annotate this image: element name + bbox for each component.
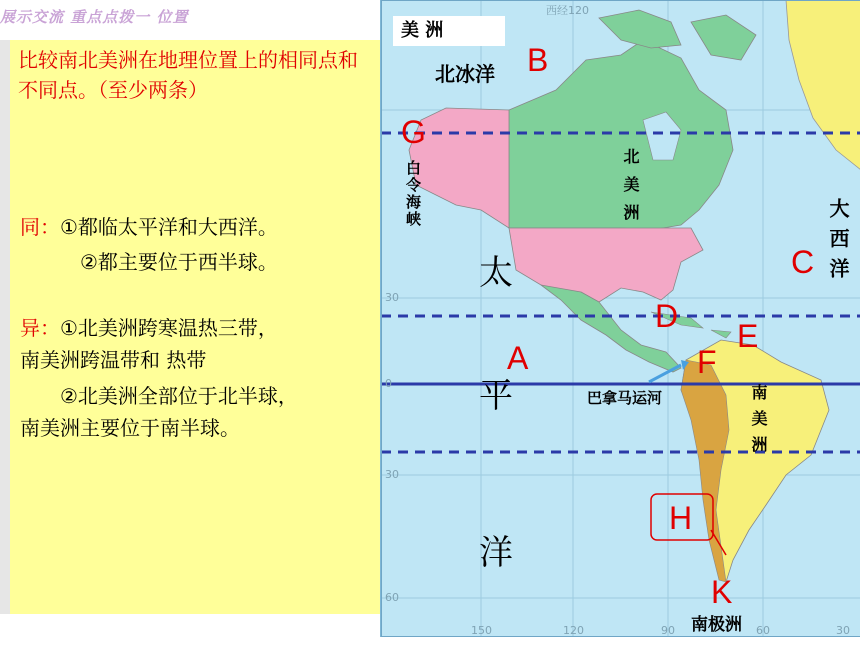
- marker-b: B: [527, 42, 549, 78]
- lon-tick-90: 90: [661, 624, 675, 637]
- marker-a: A: [507, 340, 529, 376]
- map-svg: [381, 0, 860, 637]
- lon-tick-120: 120: [563, 624, 584, 637]
- diff-point-2b: 南美洲主要位于南半球。: [20, 416, 240, 440]
- pacific-ocean-label-2: 平: [479, 376, 513, 416]
- lat-tick-30n: 30: [385, 291, 399, 304]
- top-longitude-label: 西经120: [546, 4, 589, 17]
- pacific-ocean-label-3: 洋: [479, 533, 513, 573]
- map-title: 美 洲: [393, 16, 505, 46]
- lon-tick-30: 30: [836, 624, 850, 637]
- marker-h: H: [669, 500, 693, 536]
- same-point-2: ②都主要位于西半球。: [80, 250, 278, 274]
- atlantic-ocean-label: 大西洋: [826, 198, 850, 288]
- marker-d: D: [655, 298, 679, 334]
- lon-tick-60: 60: [756, 624, 770, 637]
- pacific-ocean-label-1: 太: [479, 253, 513, 293]
- greenland-shape: [786, 0, 860, 170]
- lat-tick-60s: 60: [385, 591, 399, 604]
- lon-tick-150: 150: [471, 624, 492, 637]
- bering-strait-label: 白令海峡: [404, 160, 422, 228]
- diff-point-1b: 南美洲跨温带和 热带: [20, 348, 207, 372]
- marker-e: E: [737, 318, 759, 354]
- slide-title: 展示交流 重点点拨一 位置: [0, 8, 189, 26]
- diff-point-2: ②北美洲全部位于北半球，: [60, 384, 298, 408]
- arctic-ocean-label: 北冰洋: [435, 62, 495, 86]
- antarctica-label: 南极洲: [691, 615, 742, 635]
- marker-g: G: [401, 114, 426, 150]
- same-point-1: ①都临太平洋和大西洋。: [60, 215, 278, 239]
- marker-c: C: [791, 244, 815, 280]
- north-america-label: 北美洲: [621, 148, 640, 232]
- lat-tick-30s: 30: [385, 468, 399, 481]
- diff-point-1: ①北美洲跨寒温热三带，: [60, 316, 278, 340]
- americas-map: [380, 0, 860, 637]
- usa-shape: [509, 228, 703, 302]
- question-text: 比较南北美洲在地理位置上的相同点和不同点。（至少两条）: [18, 48, 358, 102]
- panama-canal-label: 巴拿马运河: [587, 389, 663, 407]
- same-heading: 同：: [20, 215, 60, 239]
- marker-f: F: [697, 344, 717, 380]
- lat-tick-0: 0: [385, 377, 392, 390]
- diff-line-1: [20, 314, 278, 342]
- note-margin-strip: [0, 40, 10, 614]
- same-line-1: [20, 213, 278, 241]
- diff-heading: 异：: [20, 316, 60, 340]
- south-america-label: 南美洲: [749, 384, 768, 462]
- marker-k: K: [711, 574, 733, 610]
- arctic-islands-shape: [599, 10, 756, 60]
